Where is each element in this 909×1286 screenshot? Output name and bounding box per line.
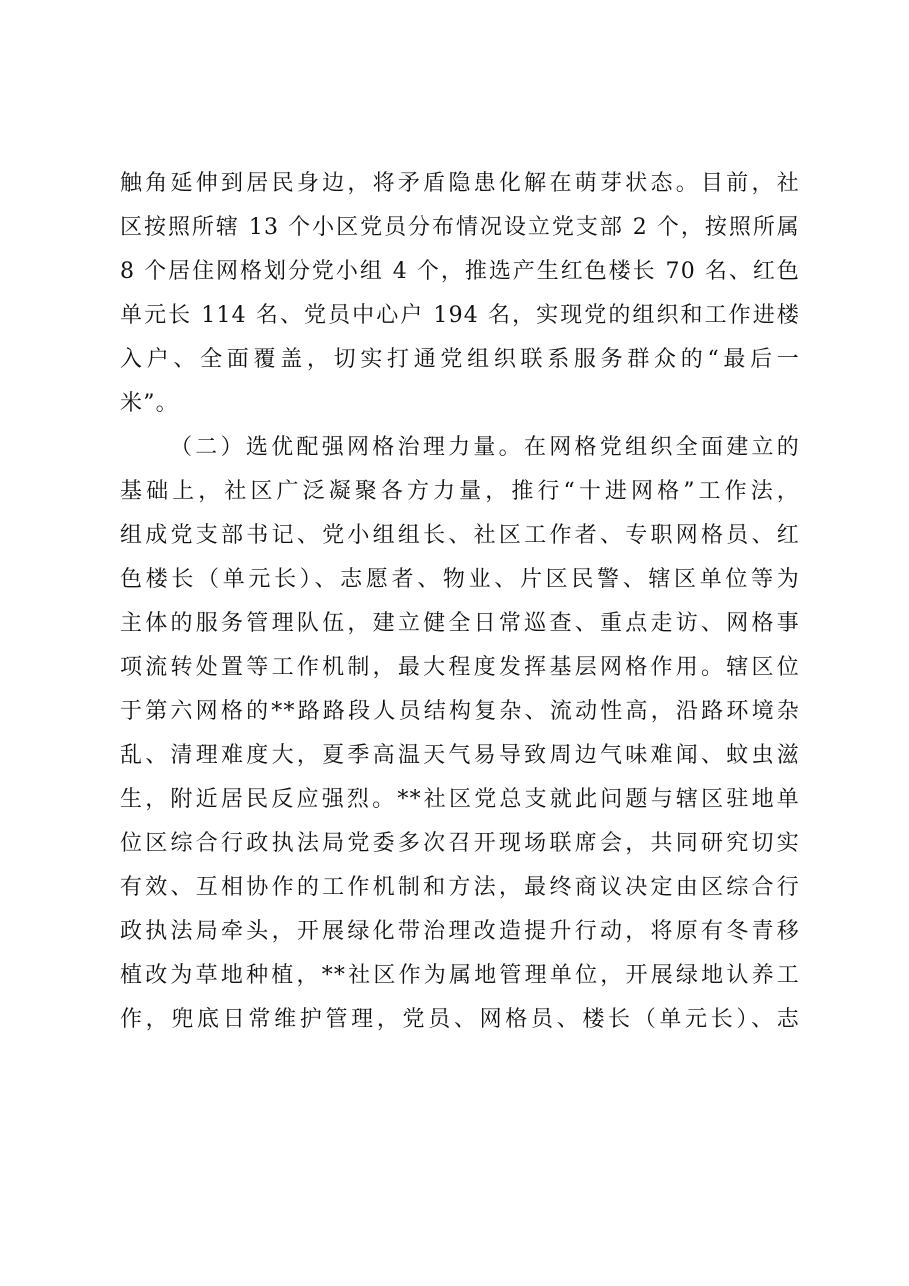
text-line: 乱、清理难度大，夏季高温天气易导致周边气味难闻、蚊虫滋: [120, 743, 800, 768]
text-line: 区按照所辖 13 个小区党员分布情况设立党支部 2 个，按照所属: [120, 215, 800, 240]
text-line: 8 个居住网格划分党小组 4 个，推选产生红色楼长 70 名、红色: [120, 259, 800, 284]
text-line: 作，兜底日常维护管理，党员、网格员、楼长（单元长）、志: [120, 1007, 800, 1032]
text-line: 单元长 114 名、党员中心户 194 名，实现党的组织和工作进楼: [120, 303, 800, 328]
text-line: 米”。: [120, 391, 179, 416]
text-line: 政执法局牵头，开展绿化带治理改造提升行动，将原有冬青移: [120, 919, 800, 944]
text-line: 于第六网格的**路路段人员结构复杂、流动性高，沿路环境杂: [120, 699, 800, 724]
text-line: 触角延伸到居民身边，将矛盾隐患化解在萌芽状态。目前，社: [120, 171, 800, 196]
text-line: 基础上，社区广泛凝聚各方力量，推行“十进网格”工作法，: [120, 479, 800, 504]
text-line: 有效、互相协作的工作机制和方法，最终商议决定由区综合行: [120, 875, 800, 900]
text-line: 色楼长（单元长）、志愿者、物业、片区民警、辖区单位等为: [120, 567, 800, 592]
text-line: 项流转处置等工作机制，最大程度发挥基层网格作用。辖区位: [120, 655, 800, 680]
document-body: [120, 162, 800, 1042]
text-line: 位区综合行政执法局党委多次召开现场联席会，共同研究切实: [120, 831, 800, 856]
text-line: 生，附近居民反应强烈。**社区党总支就此问题与辖区驻地单: [120, 787, 800, 812]
text-line: 主体的服务管理队伍，建立健全日常巡查、重点走访、网格事: [120, 611, 800, 636]
paragraph-heading-line: （二）选优配强网格治理力量。在网格党组织全面建立的: [170, 435, 800, 460]
text-line: 组成党支部书记、党小组组长、社区工作者、专职网格员、红: [120, 523, 800, 548]
text-line: 入户、全面覆盖，切实打通党组织联系服务群众的“最后一: [120, 347, 800, 372]
text-line: 植改为草地种植，**社区作为属地管理单位，开展绿地认养工: [120, 963, 800, 988]
